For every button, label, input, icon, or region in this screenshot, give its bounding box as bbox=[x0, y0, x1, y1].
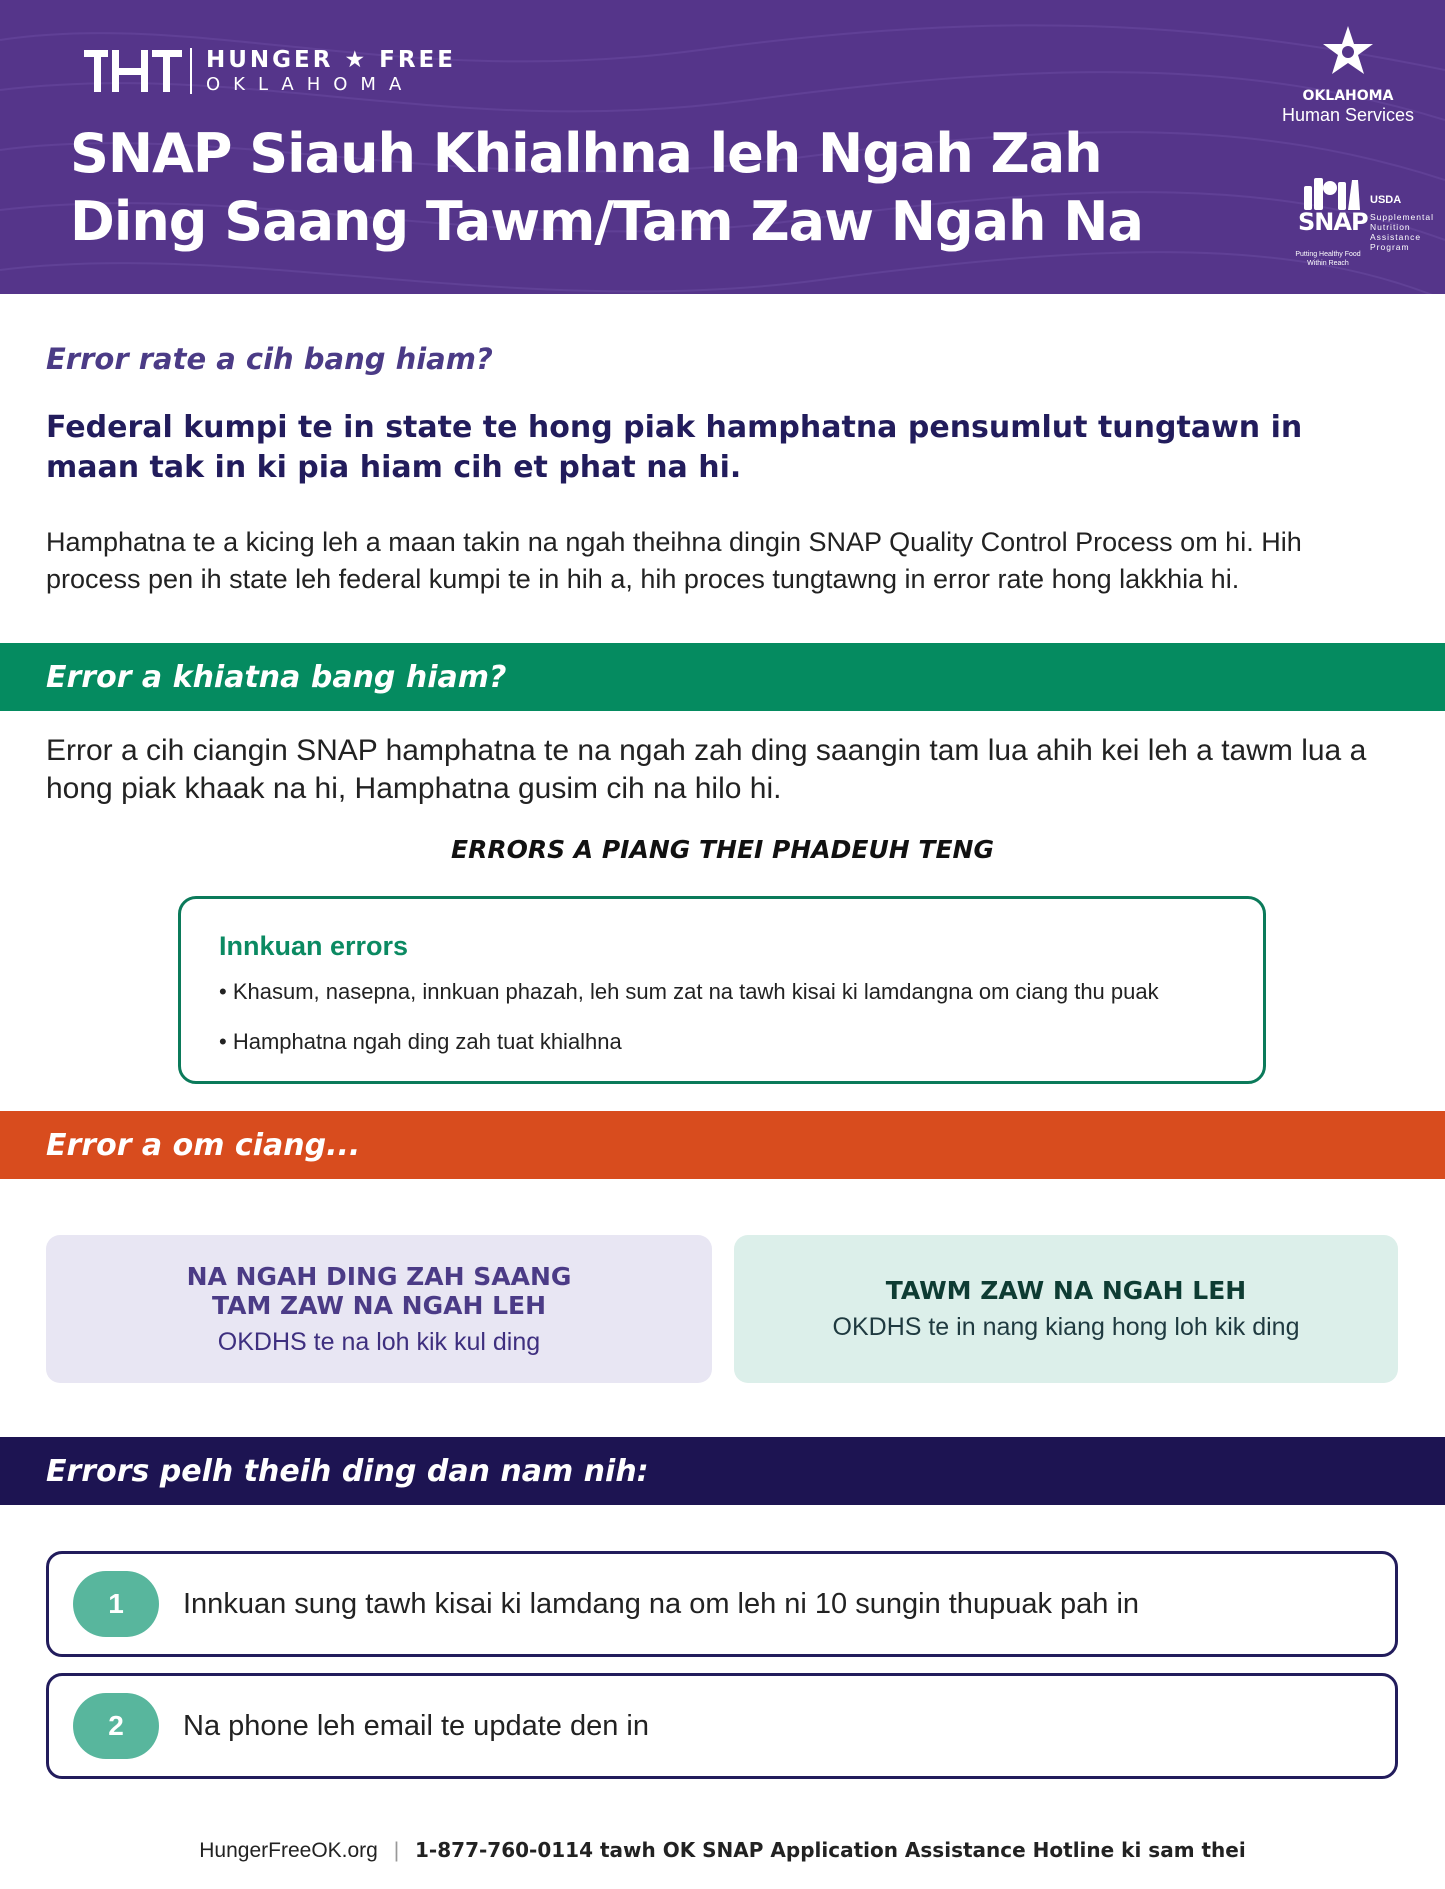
logo-line-oklahoma: OKLAHOMA bbox=[206, 73, 415, 95]
snap-program-name bbox=[1370, 212, 1434, 252]
section-band-what-is-error bbox=[0, 643, 1445, 711]
step-number-badge: 1 bbox=[73, 1571, 159, 1637]
snap-tagline: Putting Healthy Food Within Reach bbox=[1295, 251, 1361, 267]
logo-text bbox=[206, 46, 456, 95]
step-number-badge: 2 bbox=[73, 1693, 159, 1759]
section-band-title: Errors pelh theih ding dan nam nih: bbox=[46, 1453, 649, 1489]
section-band-avoid-errors bbox=[0, 1437, 1445, 1505]
footer-hotline: 1-877-760-0114 tawh OK SNAP Application Assistance Hotline ki sam thei bbox=[415, 1838, 1246, 1862]
household-errors-box bbox=[178, 896, 1266, 1084]
footer-website-link[interactable]: HungerFreeOK.org bbox=[199, 1839, 378, 1862]
error-definition-paragraph: Error a cih ciangin SNAP hamphatna te na ngah zah ding saangin tam lua ahih kei leh a tawm lua a hong piak khaak na hi, Hamphatna gusim cih na hilo hi. bbox=[46, 734, 1367, 805]
tip-row-2 bbox=[46, 1673, 1398, 1779]
snap-program-line: Assistance bbox=[1370, 232, 1422, 242]
snap-program-line: Program bbox=[1370, 242, 1410, 252]
page-title-line-2: Ding Saang Tawm/Tam Zaw Ngah Na bbox=[70, 190, 1143, 253]
hunger-free-oklahoma-logo bbox=[84, 48, 456, 94]
hfo-mark-icon bbox=[84, 48, 184, 94]
snap-wordmark: SNAP bbox=[1298, 208, 1368, 236]
household-error-item: • Khasum, nasepna, innkuan phazah, leh sum zat na tawh kisai ki lamdangna om ciang thu puak bbox=[219, 979, 1159, 1004]
page-title-line-1: SNAP Siauh Khialhna leh Ngah Zah bbox=[70, 122, 1102, 185]
oklahoma-human-services-logo bbox=[1268, 22, 1428, 126]
section-band-title: Error a om ciang... bbox=[46, 1127, 361, 1163]
overpayment-card bbox=[46, 1235, 712, 1383]
logo-divider bbox=[190, 48, 192, 94]
household-errors-title: Innkuan errors bbox=[219, 931, 409, 961]
section-band-title: Error a khiatna bang hiam? bbox=[46, 659, 507, 695]
header-banner bbox=[0, 0, 1445, 294]
underpayment-card-subtitle: OKDHS te in nang kiang hong loh kik ding bbox=[832, 1313, 1300, 1341]
snap-program-line: Nutrition bbox=[1370, 222, 1411, 232]
underpayment-card-title: TAWM ZAW NA NGAH LEH bbox=[885, 1276, 1247, 1305]
quality-control-paragraph: Hamphatna te a kicing leh a maan takin na ngah theihna dingin SNAP Quality Control Process om hi. Hih process pen ih state leh federal kumpi te in hih a, hih proces tungtawng in error rate hong lakkhia hi. bbox=[46, 527, 1302, 594]
error-rate-question: Error rate a cih bang hiam? bbox=[46, 342, 493, 376]
okhs-line-oklahoma: OKLAHOMA bbox=[1302, 88, 1394, 104]
overpayment-card-subtitle: OKDHS te na loh kik kul ding bbox=[217, 1327, 541, 1356]
tip-text: Na phone leh email te update den in bbox=[183, 1709, 649, 1742]
tip-row-1 bbox=[46, 1551, 1398, 1657]
snap-program-line: Supplemental bbox=[1370, 212, 1434, 222]
snap-usda-label: USDA bbox=[1370, 194, 1402, 206]
logo-line-hunger-free: HUNGER ★ FREE bbox=[206, 46, 456, 73]
underpayment-card bbox=[734, 1235, 1398, 1383]
footer-separator: | bbox=[393, 1839, 400, 1862]
common-errors-heading: ERRORS A PIANG THEI PHADEUH TENG bbox=[451, 835, 994, 864]
usda-snap-logo bbox=[1288, 168, 1438, 272]
household-error-item: • Hamphatna ngah ding zah tuat khialhna bbox=[219, 1029, 622, 1054]
okhs-line-human-services: Human Services bbox=[1281, 105, 1415, 125]
overpayment-card-title: NA NGAH DING ZAH SAANG TAM ZAW NA NGAH LEH bbox=[186, 1261, 572, 1320]
section-band-if-error bbox=[0, 1111, 1445, 1179]
page-title bbox=[70, 120, 1170, 256]
grocery-bag-icon bbox=[1300, 172, 1362, 212]
footer bbox=[0, 1838, 1445, 1863]
lead-paragraph: Federal kumpi te in state te hong piak hamphatna pensumlut tungtawn in maan tak in ki pia hiam cih et phat na hi. bbox=[46, 410, 1303, 485]
star-burst-icon bbox=[1318, 22, 1378, 82]
tip-text: Innkuan sung tawh kisai ki lamdang na om leh ni 10 sungin thupuak pah in bbox=[183, 1587, 1140, 1620]
